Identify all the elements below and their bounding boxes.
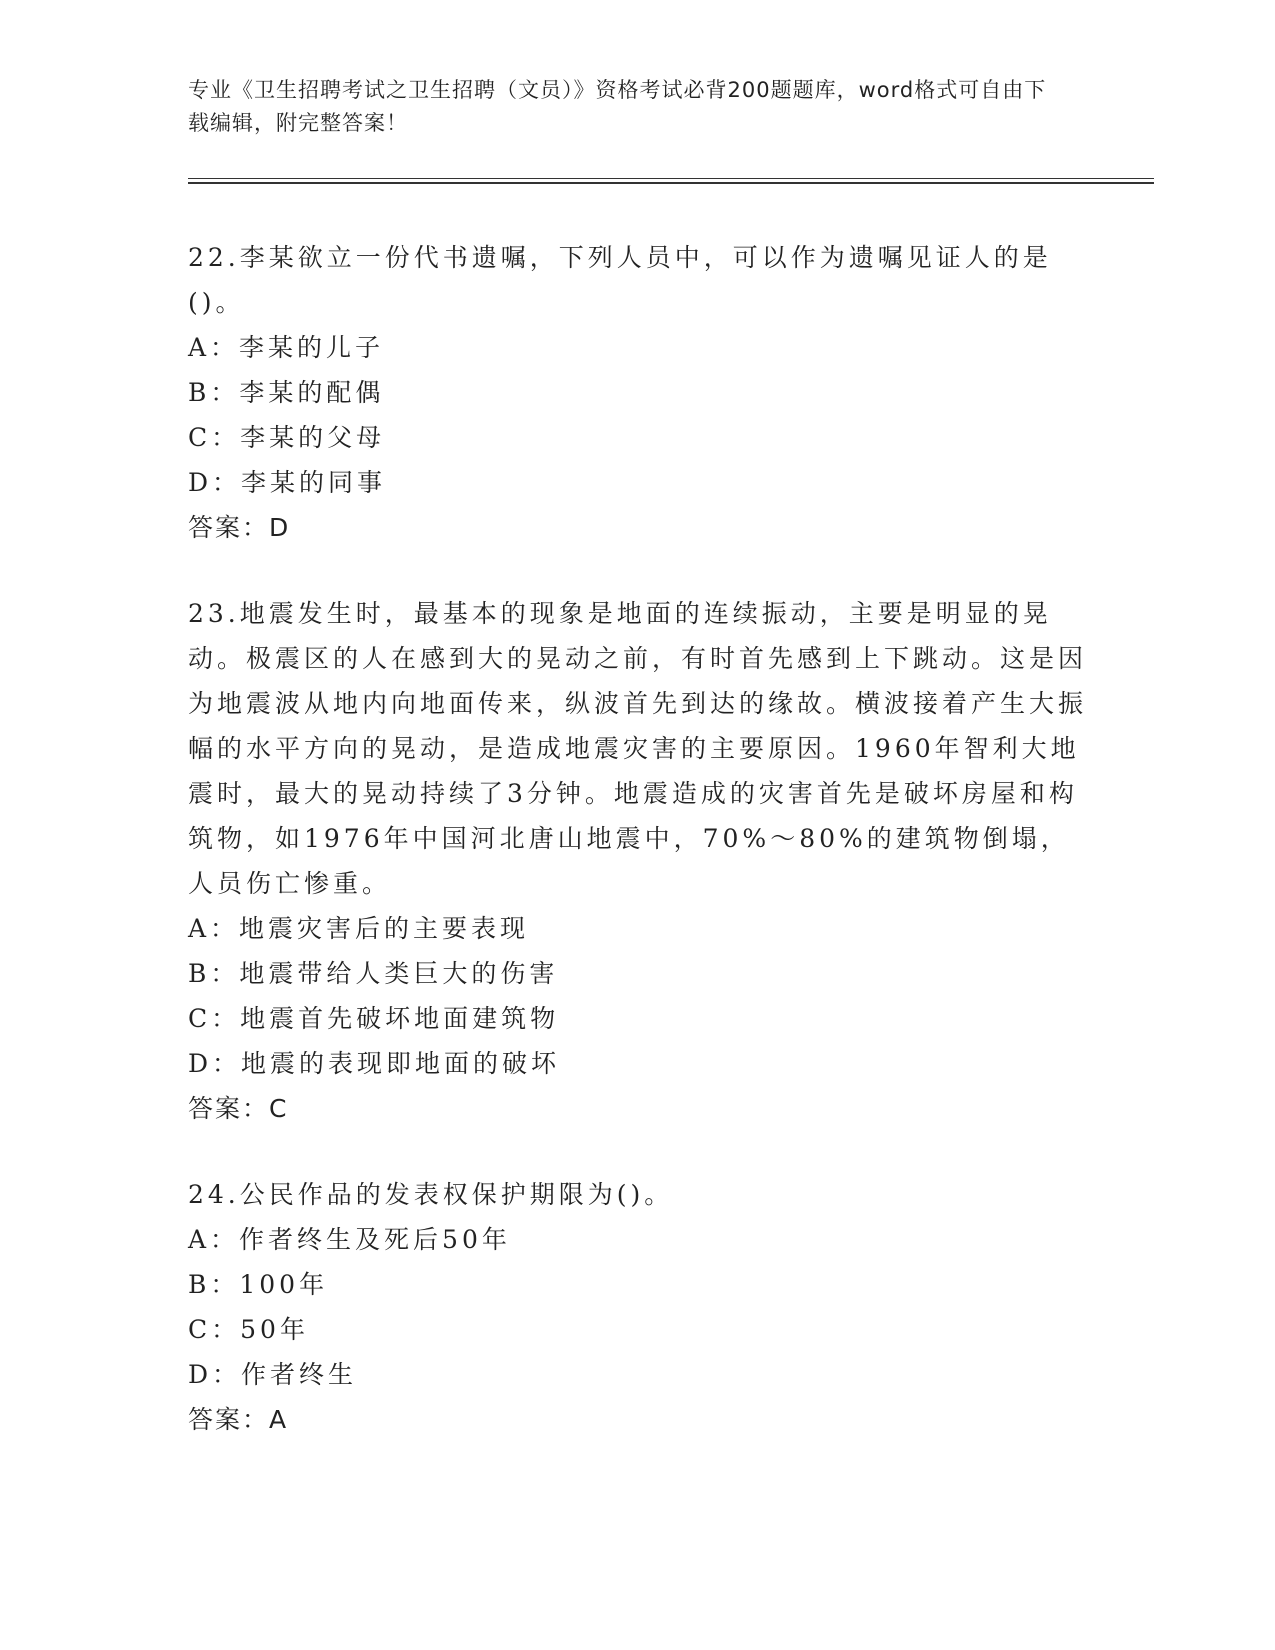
option-c: C：地震首先破坏地面建筑物 — [188, 1004, 560, 1033]
question-text: 23.地震发生时，最基本的现象是地面的连续振动，主要是明显的晃动。极震区的人在感到大的晃动之前，有时首先感到上下跳动。这是因为地震波从地内向地面传来，纵波首先到达的缘故。横波接着产生大振幅的水平方向的晃动，是造成地震灾害的主要原因。1960年智利大地震时，最大的晃动持续了3分钟。地震造成的灾害首先是破坏房屋和构筑物，如1976年中国河北唐山地震中，70%～80%的建筑物倒塌，人员伤亡惨重。 — [188, 599, 1088, 898]
option-b: B：100年 — [188, 1270, 329, 1299]
option-a: A：李某的儿子 — [188, 333, 385, 362]
option-b: B：李某的配偶 — [188, 378, 385, 407]
question-23 — [188, 591, 1088, 1131]
option-d: D：作者终生 — [188, 1360, 358, 1389]
document-header: 专业《卫生招聘考试之卫生招聘（文员）》资格考试必背200题题库，word格式可自由下载编辑，附完整答案！ — [188, 78, 1047, 135]
option-a: A：作者终生及死后50年 — [188, 1225, 511, 1254]
option-a: A：地震灾害后的主要表现 — [188, 914, 530, 943]
question-22 — [188, 235, 1088, 550]
option-d: D：李某的同事 — [188, 468, 387, 497]
header-divider-bottom — [188, 182, 1154, 184]
answer-line: 答案：A — [188, 1405, 289, 1434]
option-b: B：地震带给人类巨大的伤害 — [188, 959, 559, 988]
option-c: C：李某的父母 — [188, 423, 386, 452]
question-text: 22.李某欲立一份代书遗嘱，下列人员中，可以作为遗嘱见证人的是()。 — [188, 243, 1052, 317]
answer-line: 答案：C — [188, 1094, 289, 1123]
option-d: D：地震的表现即地面的破坏 — [188, 1049, 561, 1078]
option-c: C：50年 — [188, 1315, 309, 1344]
question-list — [188, 235, 1088, 1483]
header-divider-top — [188, 178, 1154, 179]
question-24 — [188, 1172, 1088, 1442]
answer-line: 答案：D — [188, 513, 291, 542]
question-text: 24.公民作品的发表权保护期限为()。 — [188, 1180, 674, 1209]
